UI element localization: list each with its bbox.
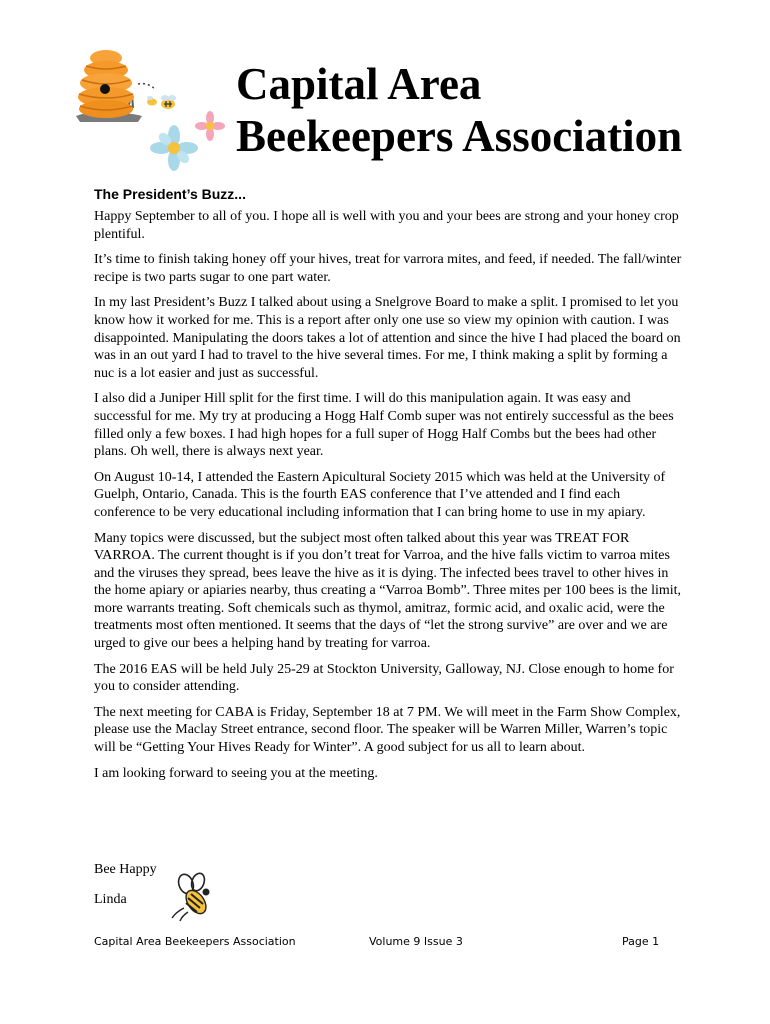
paragraph: I am looking forward to seeing you at the meeting. xyxy=(94,765,378,781)
paragraph: I also did a Juniper Hill split for the first time. I will do this manipulation again. It was easy and successful for me. My try at producing a Hogg Half Comb super was not entirely successful as the bees filled only a few boxes. I had high hopes for a full super of Hogg Half Combs but the bees had other plans. Oh well, there is always next year. xyxy=(94,391,674,460)
section-heading: The President’s Buzz... xyxy=(94,186,246,202)
paragraph: Happy September to all of you. I hope all is well with you and your bees are strong and your honey crop plentiful. xyxy=(94,209,679,242)
footer-volume: Volume 9 Issue 3 xyxy=(369,935,463,948)
title-line-1: Capital Area xyxy=(236,59,482,109)
bee-icon xyxy=(168,872,216,922)
paragraph: It’s time to finish taking honey off your hives, treat for varrora mites, and feed, if needed. The fall/winter recipe is two parts sugar to one part water. xyxy=(94,252,682,285)
footer-organization: Capital Area Beekeepers Association xyxy=(94,935,296,948)
beehive-logo-icon xyxy=(72,44,242,174)
paragraph: Many topics were discussed, but the subject most often talked about this year was TREAT FOR VARROA. The current thought is if you don’t treat for Varroa, and the hive falls victim to varroa mites and the viruses they spread, bees leave the hive as it is dying. The infected bees travel to other hives in the home apiary or apiaries nearby, thus creating a “Varroa Bomb”. Three mites per 100 bees is the limit, more warrants treating. Soft chemicals such as thymol, amitraz, formic acid, and oxalic acid, were the treatments most often mentioned. It seems that the days of “let the strong survive” are over and we are urged to give our bees a helping hand by treating for varroa. xyxy=(94,530,682,652)
paragraph: In my last President’s Buzz I talked about using a Snelgrove Board to make a split. I promised to let you know how it worked for me. This is a report after only one use so view my opinion with caution. I was disappointed. Manipulating the doors takes a lot of attention and since the hive I had placed the board on was in an out yard I had to travel to the hive several times. For me, I think making a split by forming a nuc is a lot easier and just as successful. xyxy=(94,295,681,381)
title-line-2: Beekeepers Association xyxy=(236,111,683,161)
footer-page-number: Page 1 xyxy=(622,935,660,948)
paragraph: The 2016 EAS will be held July 25-29 at Stockton University, Galloway, NJ. Close enough to home for you to consider attending. xyxy=(94,661,674,695)
signature-name: Linda xyxy=(94,892,127,907)
closing-text: Bee Happy xyxy=(94,862,157,877)
paragraph: The next meeting for CABA is Friday, September 18 at 7 PM. We will meet in the Farm Show Complex, please use the Maclay Street entrance, second floor. The speaker will be Warren Miller, Warren’s topic will be “Getting Your Hives Ready for Winter”. A good subject for us all to learn about. xyxy=(94,704,681,756)
paragraph: On August 10-14, I attended the Eastern Apicultural Society 2015 which was held at the University of Guelph, Ontario, Canada. This is the fourth EAS conference that I’ve attended and I find each conference to be very educational including information that I can bring home to use in my apiary. xyxy=(94,469,666,520)
newsletter-title xyxy=(236,58,736,162)
article-body xyxy=(94,208,682,790)
